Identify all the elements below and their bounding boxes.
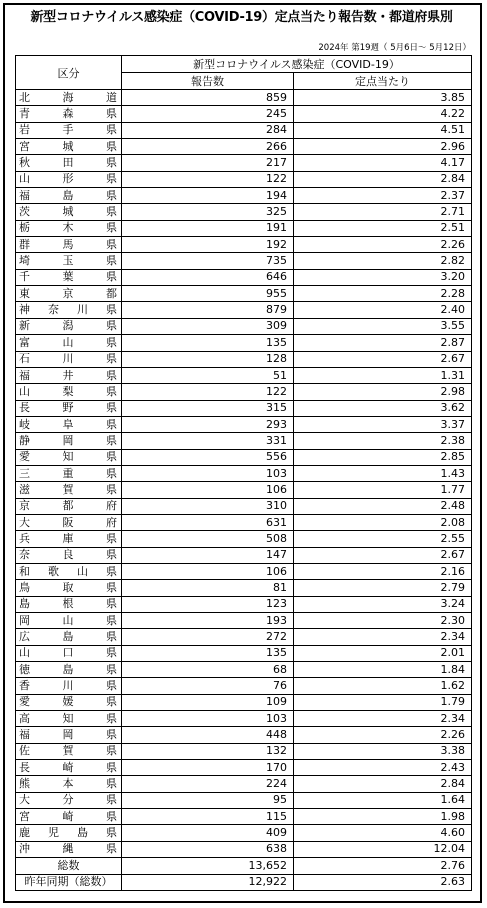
prefecture-name: 茨城県 [16, 204, 122, 220]
report-count: 224 [122, 776, 294, 792]
prefecture-name: 香川県 [16, 678, 122, 694]
report-count: 272 [122, 629, 294, 645]
prefecture-name: 広島県 [16, 629, 122, 645]
last-year-rate: 2.63 [294, 874, 472, 890]
table-row [16, 678, 472, 694]
table-row [16, 711, 472, 727]
report-count: 128 [122, 351, 294, 367]
report-count: 95 [122, 792, 294, 808]
per-sentinel-rate: 2.79 [294, 580, 472, 596]
table-row [16, 171, 472, 187]
table-body [16, 90, 472, 858]
report-count: 955 [122, 286, 294, 302]
table-row [16, 433, 472, 449]
table-row [16, 629, 472, 645]
prefecture-name: 新潟県 [16, 318, 122, 334]
last-year-row [16, 874, 472, 890]
table-row [16, 449, 472, 465]
table-row [16, 188, 472, 204]
table-row [16, 580, 472, 596]
per-sentinel-rate: 1.43 [294, 465, 472, 481]
prefecture-name: 宮崎県 [16, 809, 122, 825]
report-count: 245 [122, 106, 294, 122]
report-count: 735 [122, 253, 294, 269]
table-row [16, 727, 472, 743]
table-row [16, 498, 472, 514]
prefecture-name: 岐阜県 [16, 416, 122, 432]
prefecture-name: 佐賀県 [16, 743, 122, 759]
last-year-count: 12,922 [122, 874, 294, 890]
table-row [16, 482, 472, 498]
prefecture-name: 富山県 [16, 335, 122, 351]
table-row [16, 694, 472, 710]
report-count: 191 [122, 220, 294, 236]
per-sentinel-rate: 4.51 [294, 122, 472, 138]
prefecture-name: 大分県 [16, 792, 122, 808]
per-sentinel-rate: 1.62 [294, 678, 472, 694]
prefecture-name: 秋田県 [16, 155, 122, 171]
table-row [16, 792, 472, 808]
prefecture-name: 千葉県 [16, 269, 122, 285]
total-count: 13,652 [122, 858, 294, 874]
table-row [16, 253, 472, 269]
table-row [16, 204, 472, 220]
table-row [16, 351, 472, 367]
per-sentinel-rate: 2.71 [294, 204, 472, 220]
per-sentinel-rate: 1.64 [294, 792, 472, 808]
per-sentinel-rate: 2.16 [294, 563, 472, 579]
report-count: 115 [122, 809, 294, 825]
per-sentinel-rate: 2.67 [294, 547, 472, 563]
table-row [16, 596, 472, 612]
report-count: 309 [122, 318, 294, 334]
per-sentinel-rate: 2.98 [294, 384, 472, 400]
per-sentinel-rate: 2.96 [294, 139, 472, 155]
per-sentinel-rate: 2.51 [294, 220, 472, 236]
disease-group-header: 新型コロナウイルス感染症（COVID-19） [122, 56, 472, 73]
per-sentinel-rate: 2.34 [294, 629, 472, 645]
prefecture-name: 鳥取県 [16, 580, 122, 596]
table-row [16, 809, 472, 825]
prefecture-name: 静岡県 [16, 433, 122, 449]
per-sentinel-rate: 12.04 [294, 841, 472, 857]
per-sentinel-rate: 2.84 [294, 776, 472, 792]
per-sentinel-rate: 2.34 [294, 711, 472, 727]
report-count: 135 [122, 335, 294, 351]
report-count: 122 [122, 384, 294, 400]
report-count: 631 [122, 514, 294, 530]
prefecture-name: 愛知県 [16, 449, 122, 465]
table-row [16, 514, 472, 530]
per-sentinel-rate: 4.60 [294, 825, 472, 841]
per-sentinel-rate: 2.26 [294, 727, 472, 743]
per-sentinel-rate: 1.98 [294, 809, 472, 825]
report-count: 556 [122, 449, 294, 465]
table-row [16, 465, 472, 481]
table-row [16, 302, 472, 318]
per-sentinel-rate: 3.55 [294, 318, 472, 334]
per-sentinel-rate: 2.84 [294, 171, 472, 187]
report-count: 81 [122, 580, 294, 596]
prefecture-name: 沖縄県 [16, 841, 122, 857]
table-row [16, 335, 472, 351]
per-sentinel-rate: 3.37 [294, 416, 472, 432]
per-sentinel-rate: 4.17 [294, 155, 472, 171]
report-count: 147 [122, 547, 294, 563]
prefecture-name: 埼玉県 [16, 253, 122, 269]
table-row [16, 563, 472, 579]
table-row [16, 269, 472, 285]
report-count: 331 [122, 433, 294, 449]
report-count: 646 [122, 269, 294, 285]
report-count: 106 [122, 563, 294, 579]
per-sentinel-rate: 2.48 [294, 498, 472, 514]
prefecture-name: 山口県 [16, 645, 122, 661]
table-row [16, 825, 472, 841]
prefecture-name: 滋賀県 [16, 482, 122, 498]
table-row [16, 367, 472, 383]
report-count: 135 [122, 645, 294, 661]
prefecture-name: 兵庫県 [16, 531, 122, 547]
table-row [16, 237, 472, 253]
table-row [16, 547, 472, 563]
table-row [16, 416, 472, 432]
per-sentinel-rate: 2.82 [294, 253, 472, 269]
table-row [16, 760, 472, 776]
report-count: 68 [122, 662, 294, 678]
table-row [16, 776, 472, 792]
report-count: 76 [122, 678, 294, 694]
report-count: 315 [122, 400, 294, 416]
prefecture-name: 奈良県 [16, 547, 122, 563]
report-count: 132 [122, 743, 294, 759]
total-row [16, 858, 472, 874]
report-count: 284 [122, 122, 294, 138]
per-sentinel-rate: 3.38 [294, 743, 472, 759]
prefecture-name: 和歌山県 [16, 563, 122, 579]
prefecture-name: 群馬県 [16, 237, 122, 253]
table-row [16, 613, 472, 629]
report-count: 293 [122, 416, 294, 432]
prefecture-name: 福井県 [16, 367, 122, 383]
prefecture-name: 北海道 [16, 90, 122, 106]
table-row [16, 286, 472, 302]
report-count: 508 [122, 531, 294, 547]
prefecture-name: 青森県 [16, 106, 122, 122]
report-count: 106 [122, 482, 294, 498]
report-count: 122 [122, 171, 294, 187]
prefecture-name: 鹿児島県 [16, 825, 122, 841]
table-row [16, 743, 472, 759]
total-rate: 2.76 [294, 858, 472, 874]
per-sentinel-rate: 2.30 [294, 613, 472, 629]
prefecture-name: 神奈川県 [16, 302, 122, 318]
report-count: 51 [122, 367, 294, 383]
per-sentinel-rate: 3.24 [294, 596, 472, 612]
prefecture-name: 大阪府 [16, 514, 122, 530]
report-count: 192 [122, 237, 294, 253]
per-sentinel-rate: 2.26 [294, 237, 472, 253]
table-row [16, 220, 472, 236]
table-row [16, 318, 472, 334]
report-title: 新型コロナウイルス感染症（COVID-19）定点当たり報告数・都道府県別 [30, 10, 453, 25]
report-count: 325 [122, 204, 294, 220]
prefecture-name: 岡山県 [16, 613, 122, 629]
prefecture-name: 高知県 [16, 711, 122, 727]
per-sentinel-rate: 3.62 [294, 400, 472, 416]
table-row [16, 531, 472, 547]
report-count: 193 [122, 613, 294, 629]
per-sentinel-rate: 2.28 [294, 286, 472, 302]
report-count: 123 [122, 596, 294, 612]
per-sentinel-rate: 2.08 [294, 514, 472, 530]
prefecture-name: 三重県 [16, 465, 122, 481]
per-sentinel-rate: 2.55 [294, 531, 472, 547]
per-sentinel-header: 定点当たり [294, 73, 472, 90]
prefecture-name: 東京都 [16, 286, 122, 302]
report-count: 879 [122, 302, 294, 318]
per-sentinel-rate: 2.85 [294, 449, 472, 465]
report-count: 266 [122, 139, 294, 155]
report-count: 448 [122, 727, 294, 743]
prefecture-name: 徳島県 [16, 662, 122, 678]
prefecture-name: 熊本県 [16, 776, 122, 792]
per-sentinel-rate: 2.43 [294, 760, 472, 776]
report-count: 409 [122, 825, 294, 841]
table-row [16, 645, 472, 661]
report-period: 2024年 第19週（ 5月6日～ 5月12日） [318, 43, 471, 53]
prefecture-name: 福島県 [16, 188, 122, 204]
table-row [16, 139, 472, 155]
table-row [16, 384, 472, 400]
per-sentinel-rate: 2.37 [294, 188, 472, 204]
prefecture-name: 宮城県 [16, 139, 122, 155]
prefecture-name: 京都府 [16, 498, 122, 514]
table-row [16, 400, 472, 416]
report-count: 103 [122, 465, 294, 481]
table-row [16, 155, 472, 171]
per-sentinel-rate: 2.01 [294, 645, 472, 661]
report-count: 859 [122, 90, 294, 106]
prefecture-name: 長野県 [16, 400, 122, 416]
per-sentinel-rate: 3.85 [294, 90, 472, 106]
per-sentinel-rate: 4.22 [294, 106, 472, 122]
region-header: 区分 [16, 56, 122, 90]
per-sentinel-rate: 3.20 [294, 269, 472, 285]
table-row [16, 662, 472, 678]
per-sentinel-rate: 1.77 [294, 482, 472, 498]
prefecture-name: 山形県 [16, 171, 122, 187]
report-count: 109 [122, 694, 294, 710]
prefecture-name: 栃木県 [16, 220, 122, 236]
prefecture-name: 岩手県 [16, 122, 122, 138]
table-row [16, 90, 472, 106]
count-header: 報告数 [122, 73, 294, 90]
report-count: 310 [122, 498, 294, 514]
prefecture-name: 愛媛県 [16, 694, 122, 710]
report-count: 103 [122, 711, 294, 727]
per-sentinel-rate: 1.31 [294, 367, 472, 383]
last-year-label: 昨年同期（総数） [16, 874, 122, 890]
prefecture-table [15, 55, 472, 891]
table-row [16, 841, 472, 857]
prefecture-name: 山梨県 [16, 384, 122, 400]
per-sentinel-rate: 2.87 [294, 335, 472, 351]
per-sentinel-rate: 2.67 [294, 351, 472, 367]
per-sentinel-rate: 1.79 [294, 694, 472, 710]
table-row [16, 122, 472, 138]
report-count: 638 [122, 841, 294, 857]
table-row [16, 106, 472, 122]
prefecture-name: 石川県 [16, 351, 122, 367]
report-count: 194 [122, 188, 294, 204]
report-count: 170 [122, 760, 294, 776]
per-sentinel-rate: 2.40 [294, 302, 472, 318]
total-label: 総数 [16, 858, 122, 874]
report-count: 217 [122, 155, 294, 171]
prefecture-name: 島根県 [16, 596, 122, 612]
prefecture-name: 長崎県 [16, 760, 122, 776]
per-sentinel-rate: 1.84 [294, 662, 472, 678]
prefecture-name: 福岡県 [16, 727, 122, 743]
per-sentinel-rate: 2.38 [294, 433, 472, 449]
